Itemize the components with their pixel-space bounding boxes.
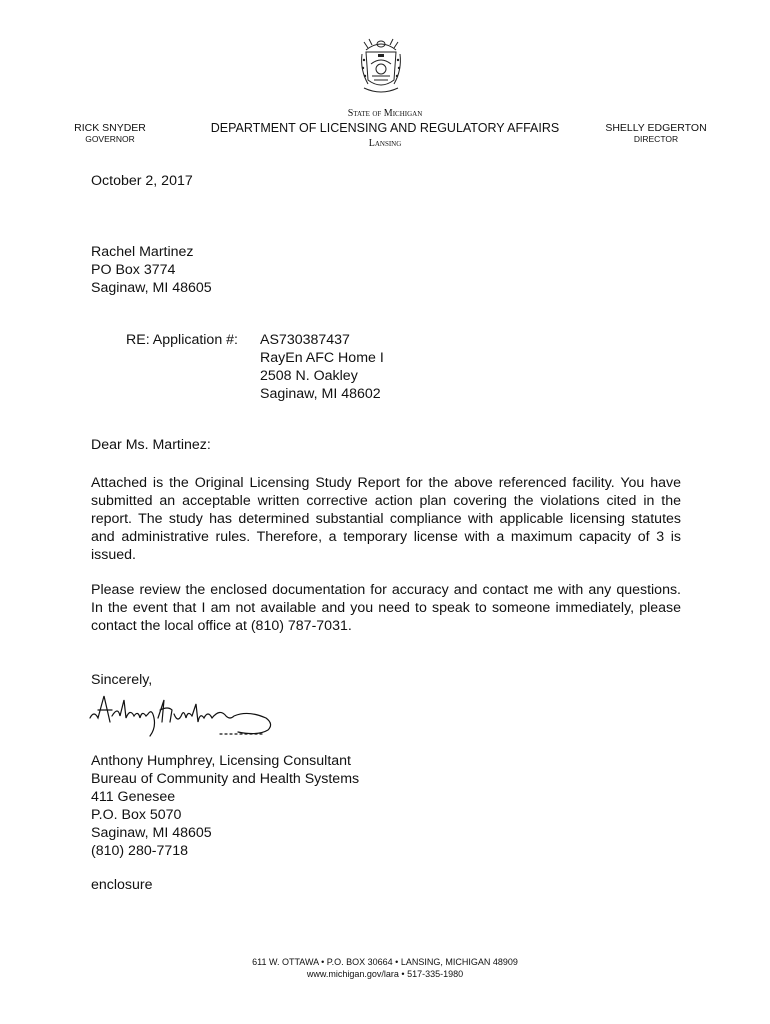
director-name: SHELLY EDGERTON: [605, 122, 707, 134]
handwritten-signature: [88, 688, 288, 748]
state-seal-logo: [358, 36, 404, 96]
signer-name-title: Anthony Humphrey, Licensing Consultant: [91, 753, 351, 769]
facility-name: RayEn AFC Home I: [260, 350, 384, 366]
governor-title: GOVERNOR: [85, 134, 135, 144]
re-label: RE: Application #:: [126, 332, 238, 348]
governor-name: RICK SNYDER: [74, 122, 146, 134]
signer-po-box: P.O. Box 5070: [91, 807, 182, 823]
facility-street: 2508 N. Oakley: [260, 368, 358, 384]
signer-street: 411 Genesee: [91, 789, 176, 805]
signer-city: Saginaw, MI 48605: [91, 825, 212, 841]
enclosure-note: enclosure: [91, 877, 153, 893]
application-number: AS730387437: [260, 332, 350, 348]
recipient-po-box: PO Box 3774: [91, 262, 176, 278]
signer-phone: (810) 280-7718: [91, 843, 189, 859]
body-paragraph-2: Please review the enclosed documentation for accuracy and contact me with any questions. In the event that I am not available and you need to speak to someone immediately, please contact the local office at (810) 787-7031.: [91, 582, 681, 634]
signer-bureau: Bureau of Community and Health Systems: [91, 771, 360, 787]
salutation: Dear Ms. Martinez:: [91, 437, 211, 453]
recipient-name: Rachel Martinez: [91, 244, 194, 260]
facility-city: Saginaw, MI 48602: [260, 386, 381, 402]
director-block: [596, 122, 716, 145]
city-name: Lansing: [368, 138, 402, 149]
re-details: [260, 331, 384, 403]
signer-block: [91, 752, 359, 860]
department-name: DEPARTMENT OF LICENSING AND REGULATORY AFFAIRS: [210, 121, 560, 135]
footer-address: 611 W. OTTAWA • P.O. BOX 30664 • LANSING, MICHIGAN 48909: [252, 957, 518, 967]
footer-contact: www.michigan.gov/lara • 517-335-1980: [306, 969, 464, 979]
closing: Sincerely,: [91, 672, 153, 688]
governor-block: [60, 122, 160, 145]
recipient-address: [91, 243, 212, 297]
state-name: State of Michigan: [347, 108, 423, 119]
recipient-city: Saginaw, MI 48605: [91, 280, 212, 296]
body-paragraph-1: Attached is the Original Licensing Study Report for the above referenced facility. You have submitted an acceptable written corrective action plan covering the violations cited in the report. The study has determined substantial compliance with applicable licensing statutes and administrative rules. Therefore, a temporary license with a maximum capacity of 3 is issued.: [91, 475, 681, 563]
director-title: DIRECTOR: [633, 134, 679, 144]
letter-date: October 2, 2017: [91, 173, 193, 189]
